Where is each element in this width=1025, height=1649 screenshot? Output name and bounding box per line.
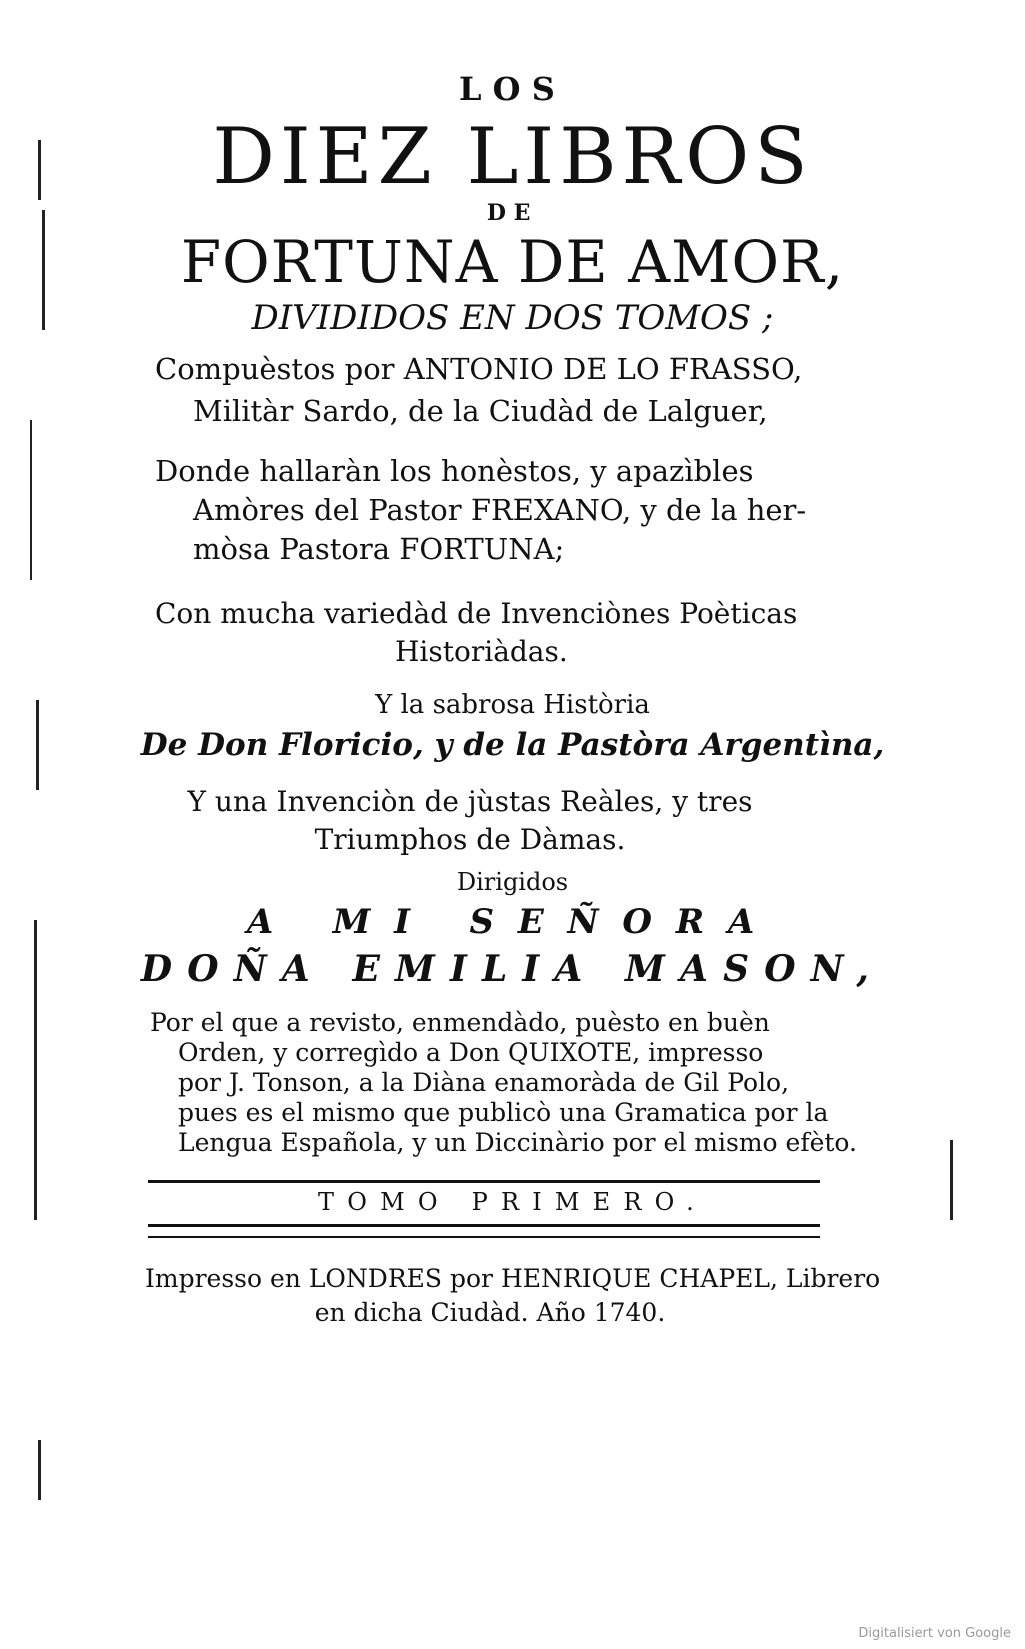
title-fortuna-de-amor: FORTUNA DE AMOR, (180, 228, 845, 296)
revisto-line-5: Lengua Española, y un Diccinàrio por el mismo efèto. (178, 1128, 857, 1157)
invencion-block (150, 783, 790, 859)
margin-mark (34, 920, 37, 1220)
rule-bottom-2 (148, 1236, 820, 1238)
margin-mark (38, 1440, 41, 1500)
digitized-by-google: Digitalisiert von Google (858, 1626, 1011, 1641)
title-de: DE (486, 200, 539, 226)
author-line-2: Militàr Sardo, de la Ciudàd de Lalguer, (193, 394, 768, 428)
margin-mark (38, 140, 41, 200)
donde-line-1: Donde hallaràn los honèstos, y apazìbles (155, 454, 754, 488)
margin-mark (950, 1140, 953, 1220)
revisto-line-1: Por el que a revisto, enmendàdo, puèsto en buèn (150, 1008, 770, 1037)
invencion-line-1: Y una Invenciòn de jùstas Reàles, y tres (187, 785, 753, 818)
title-los: LOS (458, 70, 567, 108)
a-mi-senora: A MI SEÑORA (246, 902, 779, 942)
floricio-line: De Don Floricio, y de la Pastòra Argentìna, (140, 727, 885, 763)
revisto-line-2: Orden, y corregìdo a Don QUIXOTE, impresso (178, 1038, 764, 1067)
rule-top (148, 1180, 820, 1183)
tomo-primero: TOMO PRIMERO. (318, 1188, 707, 1216)
con-line-1: Con mucha variedàd de Invenciònes Poèticas (155, 597, 798, 630)
author-block (155, 348, 835, 432)
margin-mark (36, 700, 39, 790)
invencion-line-2: Triumphos de Dàmas. (314, 823, 626, 856)
con-line-2: Historiàdas. (395, 635, 568, 668)
rule-bottom-1 (148, 1224, 820, 1227)
revisto-line-3: por J. Tonson, a la Diàna enamoràda de Gil Polo, (178, 1068, 790, 1097)
donde-line-3: mòsa Pastora FORTUNA; (193, 532, 565, 566)
subtitle-divididos: DIVIDIDOS EN DOS TOMOS ; (251, 298, 774, 338)
margin-mark (42, 210, 45, 330)
revisto-line-4: pues es el mismo que publicò una Gramatica por la (178, 1098, 829, 1127)
imprint-block (145, 1262, 881, 1330)
sabrosa-historia: Y la sabrosa Història (375, 690, 650, 720)
con-block (155, 595, 835, 671)
author-line-1: Compuèstos por ANTONIO DE LO FRASSO, (155, 352, 803, 386)
title-diez-libros: DIEZ LIBROS (212, 112, 813, 202)
imprint-line-2: en dicha Ciudàd. Año 1740. (314, 1298, 666, 1327)
imprint-line-1: Impresso en LONDRES por HENRIQUE CHAPEL, Librero (145, 1264, 881, 1293)
dirigidos: Dirigidos (456, 868, 569, 896)
revisto-block (150, 1008, 857, 1158)
margin-mark (30, 420, 32, 580)
dona-emilia-mason: DOÑA EMILIA MASON, (140, 948, 885, 990)
donde-line-2: Amòres del Pastor FREXANO, y de la her- (193, 493, 807, 527)
donde-block (155, 452, 835, 569)
